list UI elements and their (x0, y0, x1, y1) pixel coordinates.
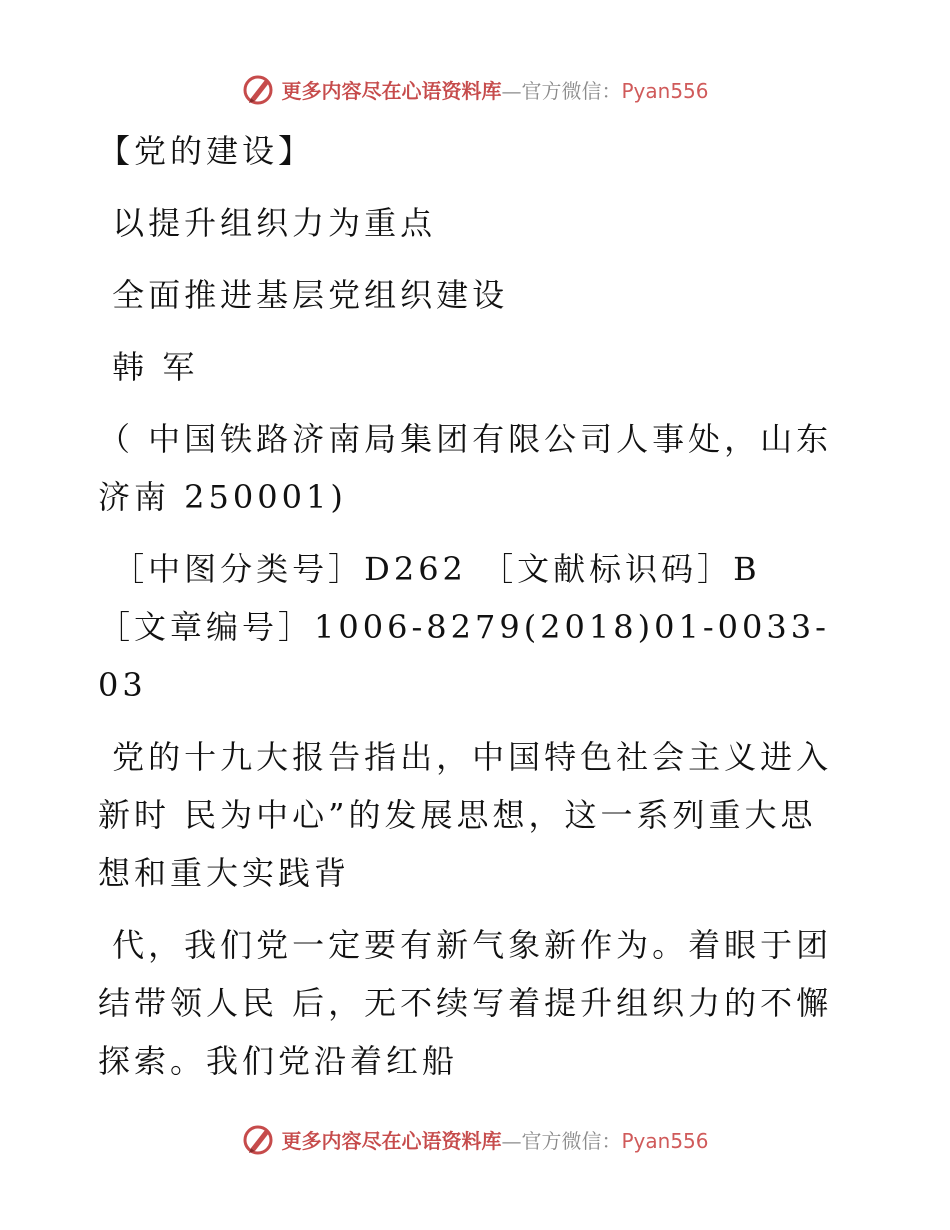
header-watermark (0, 72, 950, 106)
watermark-text (281, 75, 708, 104)
watermark-brand: 更多内容尽在心语资料库 (281, 1128, 502, 1153)
document-body (98, 122, 846, 1090)
watermark-contact-id: Pyan556 (621, 78, 709, 103)
watermark-text (281, 1125, 708, 1154)
title-line-1: 以提升组织力为重点 (98, 204, 437, 242)
watermark-separator: — (501, 1128, 522, 1153)
body-paragraph-1: 党的十九大报告指出，中国特色社会主义进入新时 民为中心”的发展思想，这一系列重大思想和重大实践背 (98, 738, 833, 892)
classification-info: ［中图分类号］D262 ［文献标识码］B ［文章编号］1006-8279(2018)01-0033-03 (98, 550, 830, 704)
watermark-contact-id: Pyan556 (621, 1128, 709, 1153)
author-affiliation: （ 中国铁路济南局集团有限公司人事处，山东 济南 250001) (98, 420, 847, 516)
author-name: 韩 军 (98, 348, 199, 386)
watermark-contact-label: 官方微信： (521, 78, 622, 103)
section-tag: 【党的建设】 (98, 132, 315, 170)
watermark-brand: 更多内容尽在心语资料库 (281, 78, 502, 103)
body-paragraph-2: 代，我们党一定要有新气象新作为。着眼于团结带领人民 后，无不续写着提升组织力的不懈探索。我们党沿着红船 (98, 926, 833, 1080)
pen-logo-icon (241, 72, 275, 106)
pen-logo-icon (241, 1122, 275, 1156)
watermark-separator: — (501, 78, 522, 103)
footer-watermark (0, 1122, 950, 1156)
title-line-2: 全面推进基层党组织建设 (98, 276, 509, 314)
watermark-contact-label: 官方微信： (521, 1128, 622, 1153)
